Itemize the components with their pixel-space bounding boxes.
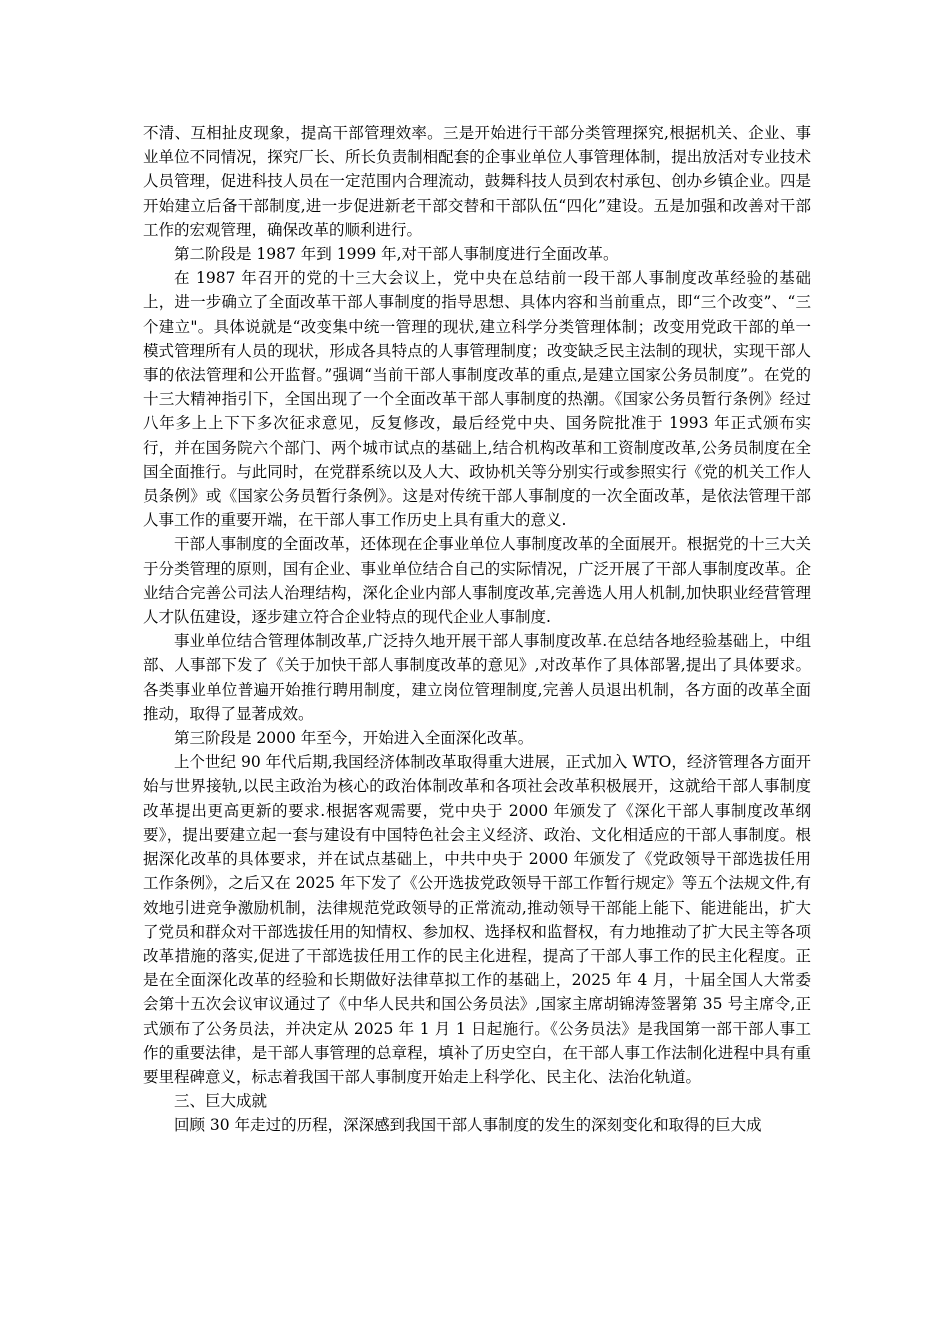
paragraph-stage-two-heading: 第二阶段是 1987 年到 1999 年,对干部人事制度进行全面改革。 [174, 245, 619, 264]
paragraph-enterprise-reform: 干部人事制度的全面改革，还体现在企事业单位人事制度改革的全面展开。根据党的十三大关于分类管理的原则，国有企业、事业单位结合自己的实际情况，广泛开展了干部人事制度改革。企业结合完善公司法人治理结构，深化企业内部人事制度改革,完善选人用人机制,加快职业经营管理人才队伍建设，逐步建立符合企业特点的现代企业人事制度. [143, 535, 811, 627]
document-body [143, 121, 811, 1138]
paragraph-thirteenth-congress: 在 1987 年召开的党的十三大会议上，党中央在总结前一段干部人事制度改革经验的基础上，进一步确立了全面改革干部人事制度的指导思想、具体内容和当前重点，即“三个改变”、“三个建立"。具体说就是“改变集中统一管理的现状,建立科学分类管理体制；改变用党政干部的单一模式管理所有人员的现状，形成各具特点的人事管理制度；改变缺乏民主法制的现状，实现干部人事的依法管理和公开监督。”强调“当前干部人事制度改革的重点,是建立国家公务员制度”。在党的十三大精神指引下，全国出现了一个全面改革干部人事制度的热潮。《国家公务员暂行条例》经过八年多上上下下多次征求意见，反复修改，最后经党中央、国务院批准于 1993 年正式颁布实行，并在国务院六个部门、两个城市试点的基础上,结合机构改革和工资制度改革,公务员制度在全国全面推行。与此同时，在党群系统以及人大、政协机关等分别实行或参照实行《党的机关工作人员条例》或《国家公务员暂行条例》。这是对传统干部人事制度的一次全面改革，是依法管理干部人事工作的重要开端，在干部人事工作历史上具有重大的意义. [143, 269, 811, 530]
paragraph-continuation: 不清、互相扯皮现象，提高干部管理效率。三是开始进行干部分类管理探究,根据机关、企业、事业单位不同情况，探究厂长、所长负责制相配套的企事业单位人事管理体制，提出放活对专业技术人员管理，促进科技人员在一定范围内合理流动，鼓舞科技人员到农村承包、创办乡镇企业。四是开始建立后备干部制度,进一步促进新老干部交替和干部队伍“四化”建设。五是加强和改善对干部工作的宏观管理，确保改革的顺利进行。 [143, 124, 811, 239]
paragraph-stage-three-heading: 第三阶段是 2000 年至今，开始进入全面深化改革。 [174, 729, 534, 748]
paragraph-review: 回顾 30 年走过的历程，深深感到我国干部人事制度的发生的深刻变化和取得的巨大成 [174, 1116, 762, 1135]
paragraph-deepening-reform: 上个世纪 90 年代后期,我国经济体制改革取得重大进展，正式加入 WTO，经济管理各方面开始与世界接轨,以民主政治为核心的政治体制改革和各项社会改革积极展开，这就给干部人事制度改革提出更高更新的要求.根据客观需要，党中央于 2000 年颁发了《深化干部人事制度改革纲要》，提出要建立起一套与建设有中国特色社会主义经济、政治、文化相适应的干部人事制度。根据深化改革的具体要求，并在试点基础上，中共中央于 2000 年颁发了《党政领导干部选拔任用工作条例》，之后又在 2025 年下发了《公开选拔党政领导干部工作暂行规定》等五个法规文件,有效地引进竞争激励机制，法律规范党政领导的正常流动,推动领导干部能上能下、能进能出，扩大了党员和群众对干部选拔任用的知情权、参加权、选择权和监督权，有力地推动了扩大民主等各项改革措施的落实,促进了干部选拔任用工作的民主化进程，提高了干部人事工作的民主化程度。正是在全面深化改革的经验和长期做好法律草拟工作的基础上，2025 年 4 月，十届全国人大常委会第十五次会议审议通过了《中华人民共和国公务员法》,国家主席胡锦涛签署第 35 号主席令,正式颁布了公务员法，并决定从 2025 年 1 月 1 日起施行。《公务员法》是我国第一部干部人事工作的重要法律，是干部人事管理的总章程，填补了历史空白，在干部人事工作法制化进程中具有重要里程碑意义，标志着我国干部人事制度开始走上科学化、民主化、法治化轨道。 [143, 753, 811, 1086]
paragraph-public-institution-reform: 事业单位结合管理体制改革,广泛持久地开展干部人事制度改革.在总结各地经验基础上，中组部、人事部下发了《关于加快干部人事制度改革的意见》,对改革作了具体部署,提出了具体要求。各类事业单位普遍开始推行聘用制度，建立岗位管理制度,完善人员退出机制，各方面的改革全面推动，取得了显著成效。 [143, 632, 811, 723]
section-heading-achievements: 三、巨大成就 [174, 1092, 268, 1111]
